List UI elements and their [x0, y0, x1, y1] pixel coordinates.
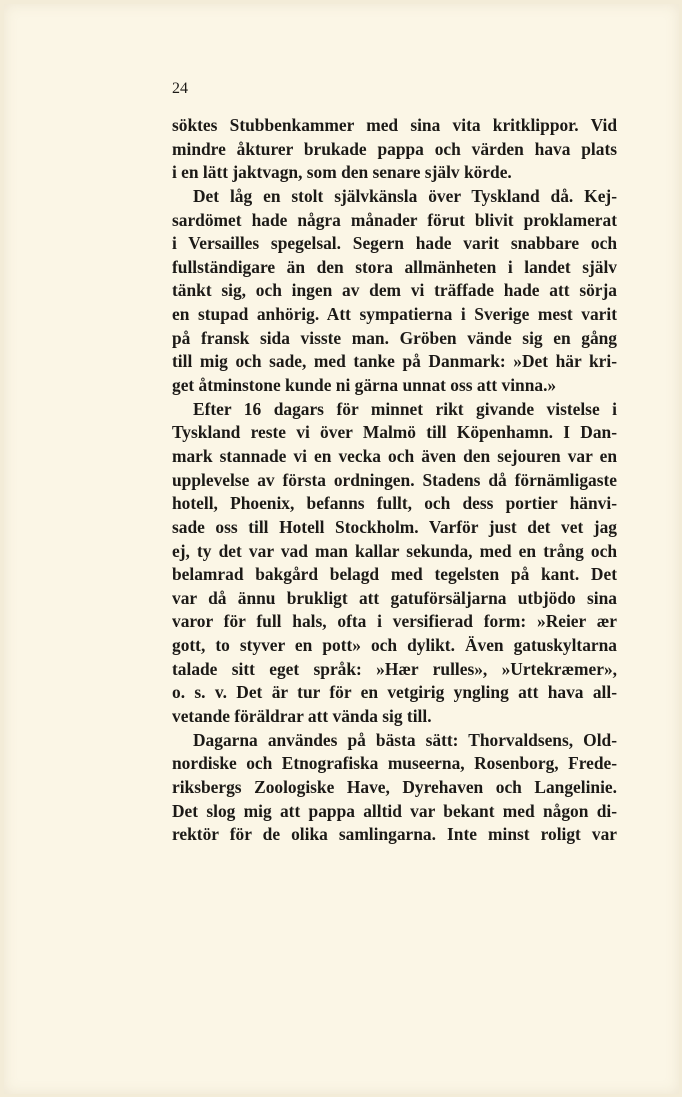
text-line: nordiske och Etnografiska museerna, Rosenborg, Frede- [172, 753, 617, 774]
text-line: Dagarna användes på bästa sätt: Thorvaldsens, Old- [193, 729, 617, 750]
text-line: i en lätt jaktvagn, som den senare själv körde. [172, 162, 512, 183]
text-line: ej, ty det var vad man kallar sekunda, med en trång och [172, 540, 617, 561]
text-line: var då ännu brukligt att gatuförsäljarna utbjödo sina [172, 587, 617, 608]
page-number: 24 [172, 80, 188, 97]
text-line: Tyskland reste vi över Malmö till Köpenhamn. I Dan- [172, 422, 617, 443]
text-line: på fransk sida visste man. Gröben vände sig en gång [172, 327, 617, 348]
text-line: sardömet hade några månader förut blivit proklamerat [172, 209, 617, 230]
text-line: i Versailles spegelsal. Segern hade varit snabbare och [172, 233, 617, 254]
text-line: hotell, Phoenix, befanns fullt, och dess portier hänvi- [172, 493, 617, 514]
text-line: till mig och sade, med tanke på Danmark: »Det här kri- [172, 351, 617, 372]
text-line: fullständigare än den stora allmänheten i landet själv [172, 256, 617, 277]
text-line: belamrad bakgård belagd med tegelsten på kant. Det [172, 564, 617, 585]
text-line: varor för full hals, ofta i versifierad form: »Reier ær [172, 611, 617, 632]
text-line: riksbergs Zoologiske Have, Dyrehaven och Langelinie. [172, 776, 617, 797]
text-line: upplevelse av första ordningen. Stadens då förnämligaste [172, 469, 617, 490]
text-line: gott, to styver en pott» och dylikt. Även gatuskyltarna [172, 635, 617, 656]
text-line: o. s. v. Det är tur för en vetgirig yngling att hava all- [172, 682, 617, 703]
text-line: get åtminstone kunde ni gärna unnat oss att vinna.» [172, 375, 557, 396]
text-line: tänkt sig, och ingen av dem vi träffade hade att sörja [172, 280, 617, 301]
text-line: Det låg en stolt självkänsla över Tyskland då. Kej- [193, 185, 617, 206]
text-line: en stupad anhörig. Att sympatierna i Sverige mest varit [172, 304, 617, 325]
text-line: mark stannade vi en vecka och även den sejouren var en [172, 445, 617, 466]
body-text [172, 114, 617, 847]
text-line: Efter 16 dagars för minnet rikt givande vistelse i [193, 398, 617, 419]
book-page [4, 4, 679, 1094]
text-line: rektör för de olika samlingarna. Inte minst roligt var [172, 824, 617, 845]
text-line: talade sitt eget språk: »Hær rulles», »Urtekræmer», [172, 658, 617, 679]
text-line: mindre åkturer brukade pappa och värden hava plats [172, 138, 617, 159]
text-line: söktes Stubbenkammer med sina vita kritklippor. Vid [172, 115, 617, 135]
text-line: Det slog mig att pappa alltid var bekant med någon di- [172, 800, 617, 821]
text-line: sade oss till Hotell Stockholm. Varför just det vet jag [172, 516, 617, 537]
text-line: vetande föräldrar att vända sig till. [172, 706, 432, 727]
